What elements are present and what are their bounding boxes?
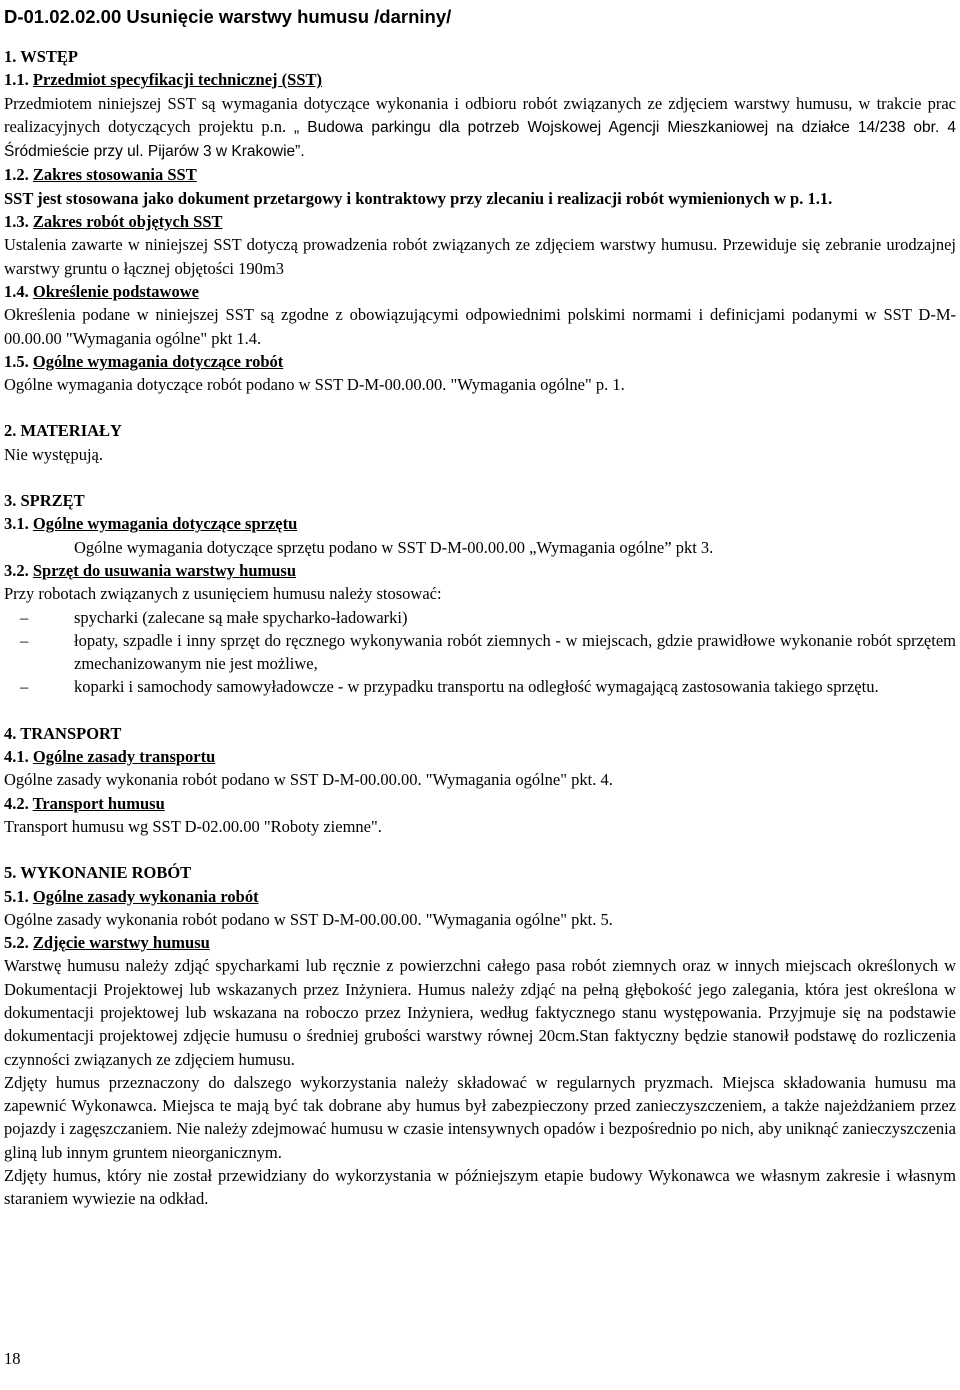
subsection-title: Zdjęcie warstwy humusu [32, 933, 210, 953]
equipment-list [4, 606, 956, 699]
subsection-title: Przedmiot specyfikacji technicznej (SST) [32, 70, 323, 90]
subsection-title: Sprzęt do usuwania warstwy humusu [32, 560, 297, 580]
section-equipment [4, 489, 956, 699]
subsection-heading [4, 350, 956, 373]
list-item [4, 606, 956, 629]
paragraph: Ogólne wymagania dotyczące sprzętu podano w SST D-M-00.00.00 „Wymagania ogólne” pkt 3. [74, 537, 714, 557]
paragraph: Ogólne zasady wykonania robót podano w SST D-M-00.00.00. "Wymagania ogólne" pkt. 5. [4, 909, 613, 929]
section-heading: 1. WSTĘP [4, 47, 78, 66]
subsection-title: Określenie podstawowe [32, 281, 199, 301]
section-heading: 3. SPRZĘT [4, 491, 85, 511]
subsection-title: Ogólne wymagania dotyczące robót [32, 351, 284, 371]
project-name-text: „ Budowa parkingu dla potrzeb Wojskowej Agencji Mieszkaniowej na działce 14/238 obr. 4 Śródmieście przy ul. Pijarów 3 w Krakowie”. [4, 118, 956, 161]
subsection-title: Ogólne zasady transportu [32, 747, 216, 767]
subsection-title: Zakres stosowania SST [32, 165, 197, 185]
paragraph-text: Przedmiotem niniejszej SST są wymagania dotyczące wykonania i odbioru robót związanych ze zdjęciem warstwy humusu, w trakcie prac realizacyjnych dotyczących projektu p.n. [4, 93, 956, 136]
section-transport [4, 722, 956, 838]
page-number: 18 [4, 1349, 21, 1368]
list-item-text: łopaty, szpadle i inny sprzęt do ręcznego wykonywania robót ziemnych - w miejscach, gdzie prawidłowe wykonanie robót sprzętem zmechanizowanym nie jest możliwe, [74, 630, 956, 674]
section-heading: 2. MATERIAŁY [4, 421, 122, 441]
subsection-heading [4, 512, 956, 535]
document-title: D-01.02.02.00 Usunięcie warstwy humusu /darniny/ [4, 6, 452, 27]
subsection-number: 1.4. [4, 281, 29, 301]
paragraph: Nie występują. [4, 444, 103, 464]
paragraph: Zdjęty humus, który nie został przewidziany do wykorzystania w późniejszym etapie budowy Wykonawca we własnym zakresie i własnym staraniem wywiezie na odkład. [4, 1166, 956, 1209]
subsection-number: 1.1. [4, 70, 29, 90]
paragraph [4, 92, 956, 164]
paragraph: Warstwę humusu należy zdjąć spycharkami lub ręcznie z powierzchni całego pasa robót ziemnych oraz w innych miejscach określonych w Dokumentacji Projektowej lub wskazanych przez Inżyniera. Humus należy zdjąć na pełną głębokość jego zalegania, która jest określona w dokumentacji projektowej lub wskazana na roboczo przez Inżyniera, według faktycznego stanu występowania. Przyjmuje się na podstawie dokumentacji projektowej zdjęcie humusu o średniej grubości warstwy równej 20cm.Stan faktyczny będzie stanowił podstawę do rozliczenia czynności związanych ze zdjęciem humusu. [4, 956, 956, 1069]
subsection-number: 5.2. [4, 933, 29, 953]
subsection-heading [4, 792, 956, 815]
subsection-number: 3.1. [4, 514, 29, 534]
section-heading: 5. WYKONANIE ROBÓT [4, 863, 192, 883]
subsection-number: 5.1. [4, 886, 29, 906]
document-body [4, 45, 956, 1211]
list-item-text: spycharki (zalecane są małe spycharko-ładowarki) [74, 607, 408, 627]
paragraph: Określenia podane w niniejszej SST są zgodne z obowiązującymi odpowiednimi polskimi normami i definicjami podanymi w SST D-M-00.00.00 "Wymagania ogólne" pkt 1.4. [4, 305, 956, 348]
subsection-heading [4, 885, 956, 908]
list-item-text: koparki i samochody samowyładowcze - w przypadku transportu na odległość wymagającą zastosowania takiego sprzętu. [74, 677, 879, 697]
subsection-heading [4, 163, 956, 186]
spacer [4, 838, 956, 861]
spacer [4, 699, 956, 722]
subsection-number: 1.3. [4, 212, 29, 232]
paragraph: SST jest stosowana jako dokument przetargowy i kontraktowy przy zlecaniu i realizacji robót wymienionych w p. 1.1. [4, 188, 833, 208]
paragraph: Transport humusu wg SST D-02.00.00 "Roboty ziemne". [4, 816, 382, 836]
list-item [4, 629, 956, 676]
spacer [4, 466, 956, 489]
paragraph: Przy robotach związanych z usunięciem humusu należy stosować: [4, 584, 442, 604]
subsection-number: 1.5. [4, 351, 29, 371]
subsection-heading [4, 210, 956, 233]
section-introduction [4, 45, 956, 396]
paragraph: Ustalenia zawarte w niniejszej SST dotyczą prowadzenia robót związanych ze zdjęciem warstwy humusu. Przewiduje się zebranie urodzajnej warstwy gruntu o łącznej objętości 190m3 [4, 235, 956, 278]
subsection-number: 4.2. [4, 793, 29, 813]
dash-bullet: – [20, 630, 29, 650]
subsection-title: Zakres robót objętych SST [32, 212, 223, 232]
spacer [4, 396, 956, 419]
section-materials [4, 419, 956, 466]
subsection-number: 1.2. [4, 165, 29, 185]
paragraph: Ogólne zasady wykonania robót podano w SST D-M-00.00.00. "Wymagania ogólne" pkt. 4. [4, 770, 613, 790]
subsection-title: Transport humusu [32, 793, 165, 813]
subsection-title: Ogólne wymagania dotyczące sprzętu [32, 514, 298, 534]
subsection-heading [4, 745, 956, 768]
dash-bullet: – [20, 677, 29, 697]
list-item [4, 675, 956, 698]
section-heading: 4. TRANSPORT [4, 723, 122, 743]
paragraph: Ogólne wymagania dotyczące robót podano w SST D-M-00.00.00. "Wymagania ogólne" p. 1. [4, 375, 625, 395]
paragraph: Zdjęty humus przeznaczony do dalszego wykorzystania należy składować w regularnych pryzmach. Miejsca składowania humusu ma zapewnić Wykonawca. Miejsca te mają być tak dobrane aby humus był zabezpieczony przed zanieczyszczeniem, a także najeżdżaniem przez pojazdy i zagęszczaniem. Nie należy zdejmować humusu w czasie intensywnych opadów i bezpośrednio po nich, aby uniknąć zanieczyszczenia gliną lub innym gruntem nieorganicznym. [4, 1072, 956, 1162]
subsection-heading [4, 280, 956, 303]
subsection-heading [4, 68, 956, 91]
section-execution [4, 861, 956, 1210]
dash-bullet: – [20, 607, 29, 627]
subsection-heading [4, 931, 956, 954]
subsection-heading [4, 559, 956, 582]
subsection-title: Ogólne zasady wykonania robót [32, 886, 259, 906]
subsection-number: 4.1. [4, 747, 29, 767]
subsection-number: 3.2. [4, 560, 29, 580]
